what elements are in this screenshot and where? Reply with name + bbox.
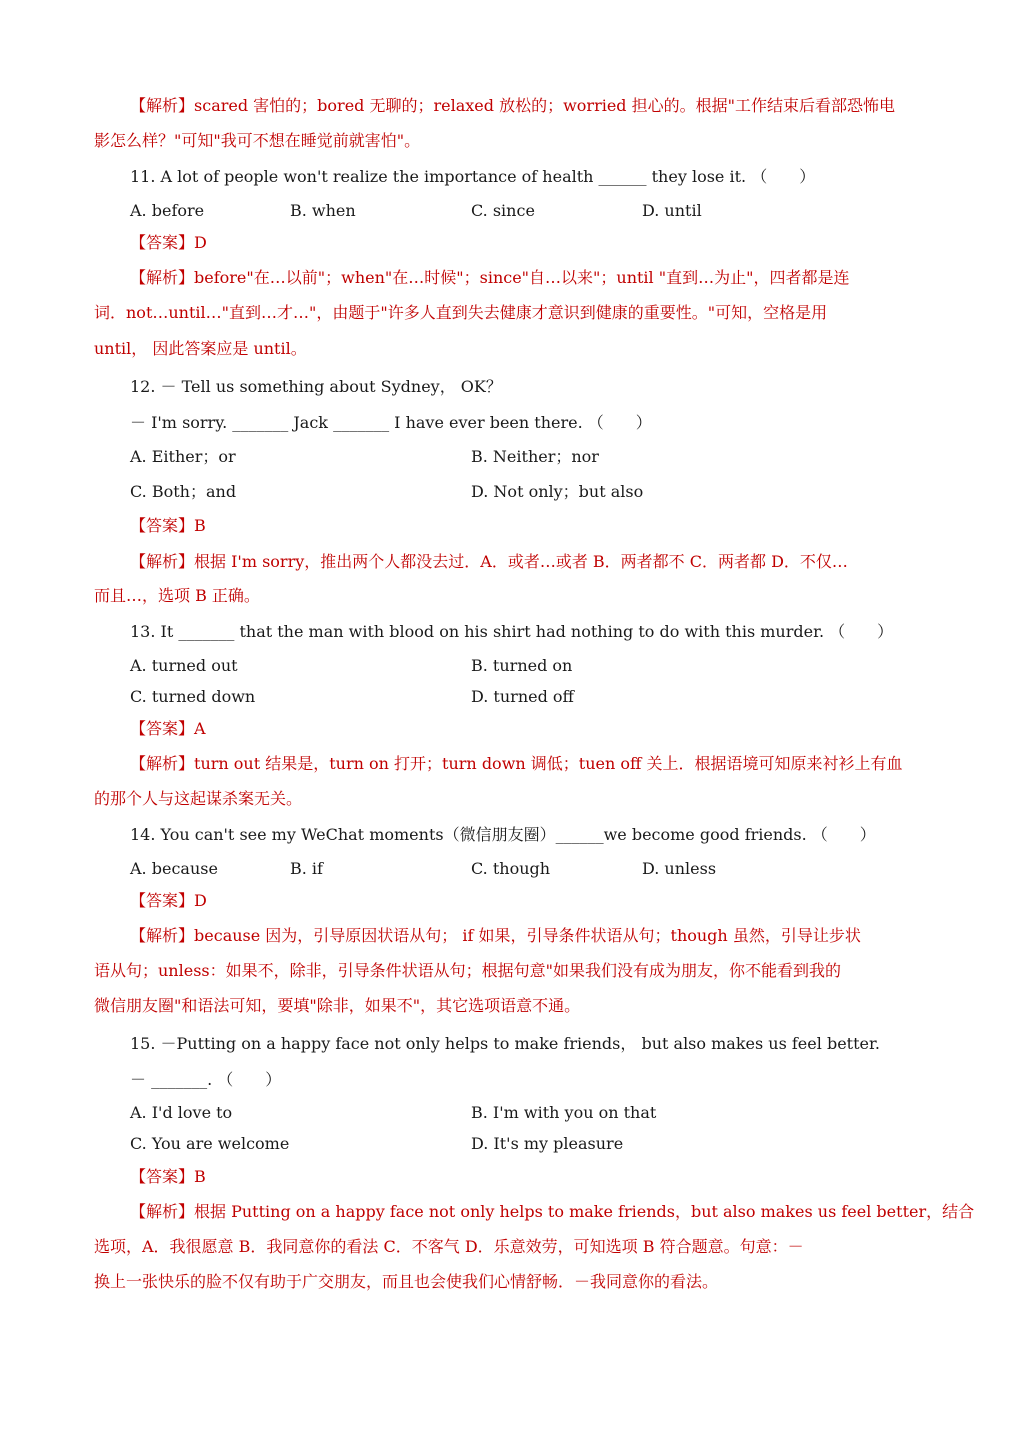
q14-stem: 14. You can't see my WeChat moments（微信朋友圈）______we become good friends. （ ） xyxy=(130,825,876,844)
q12-answer: 【答案】B xyxy=(130,516,206,535)
q12-analysis-line1: 【解析】根据 I'm sorry，推出两个人都没去过．A．或者…或者 B．两者都不 C．两者都 D．不仅… xyxy=(130,552,848,571)
q15-analysis-line1: 【解析】根据 Putting on a happy face not only helps to make friends，but also makes us feel better，结合 xyxy=(130,1202,975,1221)
q11-option-d: D. until xyxy=(642,201,702,220)
q15-analysis-line3: 换上一张快乐的脸不仅有助于广交朋友，而且也会使我们心情舒畅．－我同意你的看法。 xyxy=(94,1272,719,1291)
q12-options-row1 xyxy=(130,446,930,468)
q14-option-d: D. unless xyxy=(642,859,717,878)
q11-options xyxy=(130,200,930,222)
q13-analysis-line2: 的那个人与这起谋杀案无关。 xyxy=(94,789,303,808)
q15-stem-line2: － _______. （ ） xyxy=(130,1070,282,1089)
q10-analysis-line2: 影怎么样？"可知"我可不想在睡觉前就害怕"。 xyxy=(94,131,421,150)
q12-option-b: B. Neither；nor xyxy=(471,447,599,466)
q12-options-row2 xyxy=(130,481,930,503)
q14-options xyxy=(130,858,930,880)
q15-option-a: A. I'd love to xyxy=(130,1103,233,1122)
q11-answer: 【答案】D xyxy=(130,233,207,252)
q11-stem: 11. A lot of people won't realize the importance of health ______ they lose it. （ ） xyxy=(130,167,816,186)
analysis-tag: 【解析】 xyxy=(130,552,195,571)
q13-option-b: B. turned on xyxy=(471,656,573,675)
q12-option-d: D. Not only；but also xyxy=(471,482,644,501)
q14-analysis-line3: 微信朋友圈"和语法可知，要填"除非，如果不"，其它选项语意不通。 xyxy=(94,996,581,1015)
q13-options-row1 xyxy=(130,655,930,677)
q15-options-row2 xyxy=(130,1133,930,1155)
q15-analysis-line2: 选项，A．我很愿意 B．我同意你的看法 C．不客气 D．乐意效劳，可知选项 B 符合题意。句意：－ xyxy=(94,1237,804,1256)
q14-option-b: B. if xyxy=(290,859,323,878)
q14-analysis-line2: 语从句；unless：如果不，除非，引导条件状语从句；根据句意"如果我们没有成为朋友，你不能看到我的 xyxy=(94,961,841,980)
q14-answer: 【答案】D xyxy=(130,891,207,910)
q11-option-c: C. since xyxy=(471,201,535,220)
q13-analysis-line1: 【解析】turn out 结果是，turn on 打开；turn down 调低；tuen off 关上．根据语境可知原来衬衫上有血 xyxy=(130,754,903,773)
q11-option-a: A. before xyxy=(130,201,205,220)
q15-option-d: D. It's my pleasure xyxy=(471,1134,624,1153)
q13-stem: 13. It _______ that the man with blood on his shirt had nothing to do with this murder. （ ） xyxy=(130,622,894,641)
analysis-tag: 【解析】 xyxy=(130,1202,195,1221)
q15-option-b: B. I'm with you on that xyxy=(471,1103,657,1122)
q14-option-a: A. because xyxy=(130,859,218,878)
q11-analysis-line1: 【解析】before"在…以前"；when"在…时候"；since"自…以来"；until "直到…为止"，四者都是连 xyxy=(130,268,850,287)
q13-option-d: D. turned off xyxy=(471,687,574,706)
q15-option-c: C. You are welcome xyxy=(130,1134,290,1153)
answer-tag: 【答案】 xyxy=(130,719,195,738)
q12-stem-line1: 12. － Tell us something about Sydney， OK？ xyxy=(130,377,502,396)
q14-option-c: C. though xyxy=(471,859,551,878)
analysis-tag: 【解析】 xyxy=(130,96,195,115)
q13-option-a: A. turned out xyxy=(130,656,238,675)
q11-analysis-line2: 词．not…until…"直到…才…"，由题于"许多人直到失去健康才意识到健康的重要性。"可知，空格是用 xyxy=(94,303,828,322)
analysis-tag: 【解析】 xyxy=(130,268,195,287)
answer-tag: 【答案】 xyxy=(130,516,195,535)
answer-tag: 【答案】 xyxy=(130,233,195,252)
q10-analysis-line1: 【解析】scared 害怕的；bored 无聊的；relaxed 放松的；worried 担心的。根据"工作结束后看部恐怖电 xyxy=(130,96,895,115)
q15-stem-line1: 15. －Putting on a happy face not only helps to make friends， but also makes us feel better. xyxy=(130,1034,880,1053)
q15-options-row1 xyxy=(130,1102,930,1124)
analysis-tag: 【解析】 xyxy=(130,926,195,945)
answer-tag: 【答案】 xyxy=(130,1167,195,1186)
answer-tag: 【答案】 xyxy=(130,891,195,910)
q12-option-a: A. Either；or xyxy=(130,447,236,466)
q13-answer: 【答案】A xyxy=(130,719,206,738)
q15-answer: 【答案】B xyxy=(130,1167,206,1186)
q12-analysis-line2: 而且…，选项 B 正确。 xyxy=(94,586,260,605)
q11-option-b: B. when xyxy=(290,201,356,220)
q11-analysis-line3: until， 因此答案应是 until。 xyxy=(94,339,307,358)
q12-option-c: C. Both；and xyxy=(130,482,237,501)
analysis-tag: 【解析】 xyxy=(130,754,195,773)
q12-stem-line2: － I'm sorry. _______ Jack _______ I have ever been there. （ ） xyxy=(130,413,652,432)
q13-options-row2 xyxy=(130,686,930,708)
q14-analysis-line1: 【解析】because 因为，引导原因状语从句； if 如果，引导条件状语从句；though 虽然，引导让步状 xyxy=(130,926,861,945)
q13-option-c: C. turned down xyxy=(130,687,256,706)
